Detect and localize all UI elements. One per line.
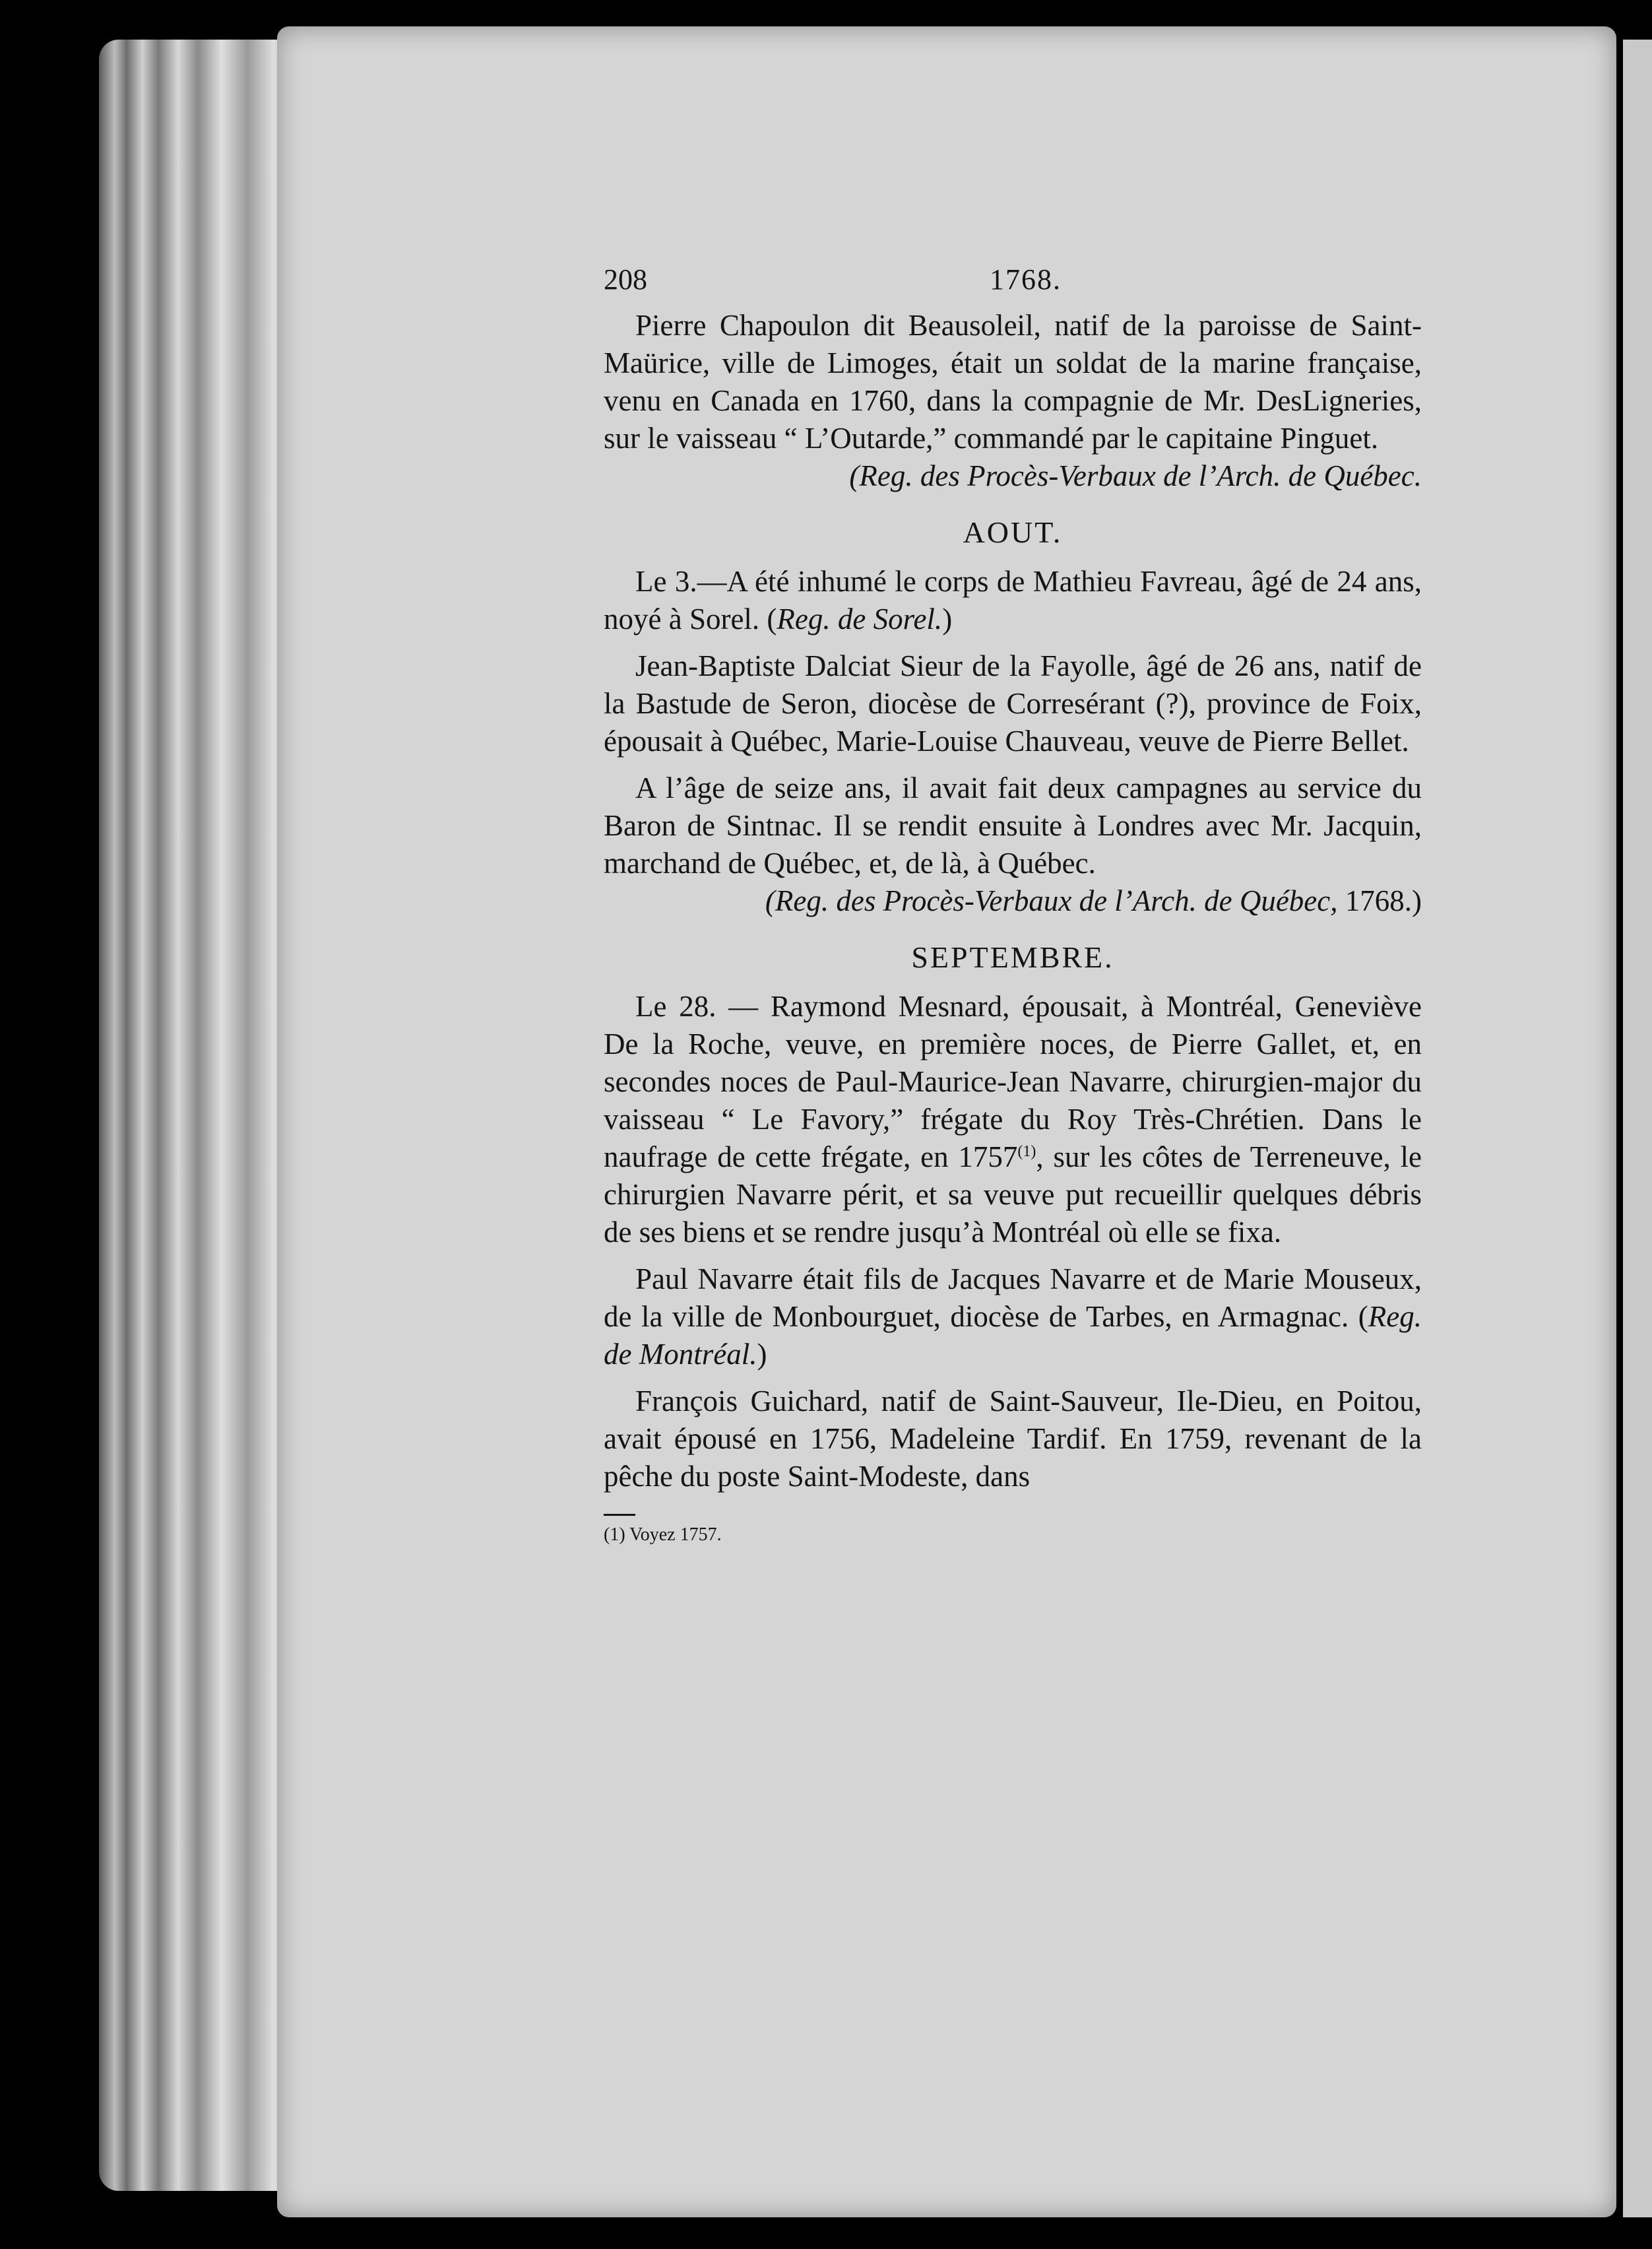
- section-heading-septembre: SEPTEMBRE.: [911, 940, 1114, 974]
- source-year: 1768.): [1337, 884, 1422, 917]
- section-heading-aout: AOUT.: [963, 515, 1063, 549]
- register-reference: Reg. de Sorel.: [777, 603, 943, 636]
- paragraph-text: Le 3.—A été inhumé le corps de Mathieu Favreau, âgé de 24 ans, noyé à Sorel. (: [604, 565, 1422, 636]
- closing-paren: ): [757, 1338, 767, 1371]
- source-citation: (Reg. des Procès-Verbaux de l’Arch. de Québec.: [849, 459, 1422, 492]
- paragraph-text: Le 28. — Raymond Mesnard, épousait, à Montréal, Geneviève De la Roche, veuve, en première noces, de Pierre Gallet, et, en secondes noces de Paul-Maurice-Jean Navarre, chirurgien-major du vaisseau “ Le Favory,” frégate du Roy Très-Chrétien. Dans le naufrage de cette frégate, en 1757: [604, 990, 1422, 1173]
- page-content: [604, 261, 1422, 1548]
- page-number: 208: [604, 263, 647, 296]
- paragraph-text: , sur les côtes de Terreneuve, le chirurgien Navarre périt, et sa veuve put recueillir quelques débris de ses biens et se rendre jusqu’à Montréal où elle se fixa.: [604, 1140, 1422, 1249]
- paragraph-favreau: [604, 563, 1422, 638]
- footnote: (1) Voyez 1757.: [604, 1524, 722, 1545]
- source-citation: [604, 882, 1422, 920]
- paragraph-campagnes: A l’âge de seize ans, il avait fait deux campagnes au service du Baron de Sintnac. Il se rendit ensuite à Londres avec Mr. Jacquin, marchand de Québec, et, de là, à Québec.: [604, 771, 1422, 880]
- paragraph-guichard: François Guichard, natif de Saint-Sauveur, Ile-Dieu, en Poitou, avait épousé en 1756, Madeleine Tardif. En 1759, revenant de la pêche du poste Saint-Modeste, dans: [604, 1385, 1422, 1493]
- paragraph-text: Paul Navarre était fils de Jacques Navarre et de Marie Mouseux, de la ville de Monbourguet, diocèse de Tarbes, en Armagnac. (: [604, 1262, 1422, 1333]
- running-year: 1768.: [990, 263, 1062, 296]
- paragraph-mesnard: [604, 988, 1422, 1251]
- paragraph-chapoulon: Pierre Chapoulon dit Beausoleil, natif de la paroisse de Saint-Maürice, ville de Limoges, était un soldat de la marine française, venu en Canada en 1760, dans la compagnie de Mr. DesLigneries, sur le vaisseau “ L’Outarde,” commandé par le capitaine Pinguet.: [604, 309, 1422, 455]
- footnote-rule: [604, 1514, 635, 1516]
- running-head: [604, 261, 1422, 307]
- footnote-marker: (1): [1017, 1143, 1036, 1160]
- stacked-page-edges: [99, 40, 297, 2191]
- register-reference: Reg. de Montréal.: [604, 1300, 1422, 1371]
- closing-paren: ): [942, 603, 953, 636]
- source-reference: (Reg. des Procès-Verbaux de l’Arch. de Québec,: [765, 884, 1338, 917]
- next-page-edge: [1623, 40, 1652, 2217]
- paragraph-dalciat: Jean-Baptiste Dalciat Sieur de la Fayolle, âgé de 26 ans, natif de la Bastude de Seron, diocèse de Corresérant (?), province de Foix, épousait à Québec, Marie-Louise Chauveau, veuve de Pierre Bellet.: [604, 649, 1422, 758]
- paragraph-navarre: [604, 1260, 1422, 1373]
